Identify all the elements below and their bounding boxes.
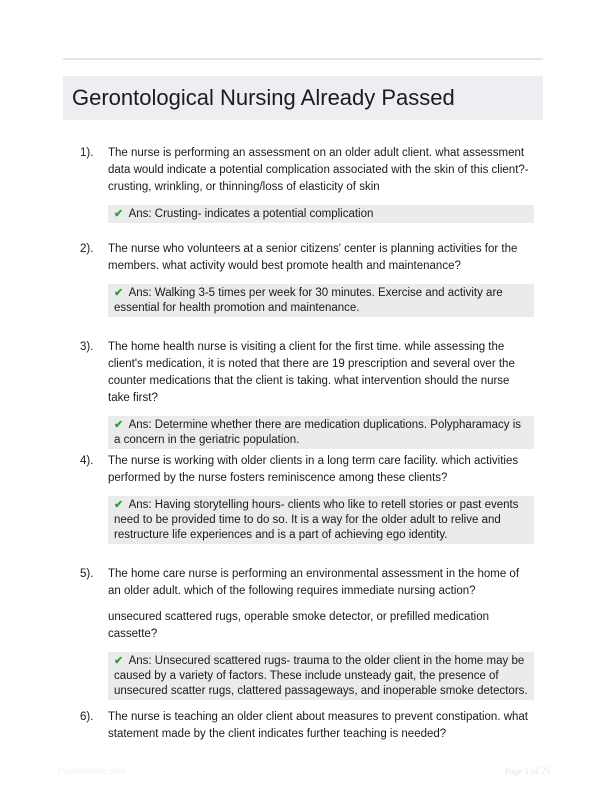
checkmark-icon: ✔ (114, 655, 124, 667)
question-text: The nurse is performing an assessment on an older adult client. what assessment data would indicate a potential complication associated with the skin of this client?- crusting, wrinkling, or thinning/loss of elasticity of skin (108, 147, 529, 193)
question-item (80, 339, 540, 449)
checkmark-icon: ✔ (114, 419, 124, 431)
question-item (80, 145, 540, 223)
title-band (63, 76, 543, 120)
answer-box (108, 284, 534, 317)
question-text: The nurse is teaching an older client about measures to prevent constipation. what statement made by the client indicates further teaching is needed? (108, 711, 528, 740)
question-options: unsecured scattered rugs, operable smoke detector, or prefilled medication cassette? (108, 611, 489, 640)
question-item (80, 566, 540, 700)
question-text: The nurse is working with older clients in a long term care facility. which activities performed by the nurse fosters reminiscence among these clients? (108, 455, 519, 484)
checkmark-icon: ✔ (114, 208, 124, 220)
question-text: The nurse who volunteers at a senior citizens' center is planning activities for the members. what activity would best promote health and maintenance? (108, 243, 518, 272)
answer-text: Ans: Crusting- indicates a potential complication (128, 208, 374, 220)
question-item (80, 709, 540, 743)
footer-watermark: PaperMedic.com (58, 766, 126, 776)
document-title: Gerontological Nursing Already Passed (72, 85, 455, 110)
answer-box (108, 416, 534, 449)
question-number: 1). (80, 147, 94, 159)
question-item (80, 453, 540, 544)
question-item (80, 241, 540, 317)
answer-text: Ans: Walking 3-5 times per week for 30 minutes. Exercise and activity are essential for health promotion and maintenance. (114, 287, 503, 314)
answer-text: Ans: Determine whether there are medication duplications. Polypharamacy is a concern in the geriatric population. (114, 419, 522, 446)
question-text: The home health nurse is visiting a client for the first time. while assessing the client's medication, it is noted that there are 19 prescription and several over the counter medications that the client is taking. what intervention should the nurse take first? (108, 341, 515, 404)
page-number: Page 1 of 25 (504, 766, 550, 776)
checkmark-icon: ✔ (114, 499, 124, 511)
question-number: 4). (80, 455, 94, 467)
answer-text: Ans: Unsecured scattered rugs- trauma to the older client in the home may be caused by a variety of factors. These include unsteady gait, the presence of unsecured scatter rugs, clattered passageways, and inoperable smoke detectors. (114, 655, 528, 697)
answer-text: Ans: Having storytelling hours- clients who like to retell stories or past events need to be provided time to do so. It is a way for the older adult to relive and restructure life experiences and is a part of achieving ego identity. (114, 499, 519, 541)
question-number: 2). (80, 243, 94, 255)
question-text: The home care nurse is performing an environmental assessment in the home of an older adult. which of the following requires immediate nursing action? (108, 568, 520, 597)
question-number: 5). (80, 568, 94, 580)
question-number: 6). (80, 711, 94, 723)
answer-box (108, 652, 534, 700)
checkmark-icon: ✔ (114, 287, 124, 299)
answer-box (108, 205, 534, 223)
answer-box (108, 496, 534, 544)
top-divider (63, 58, 543, 60)
question-number: 3). (80, 341, 94, 353)
